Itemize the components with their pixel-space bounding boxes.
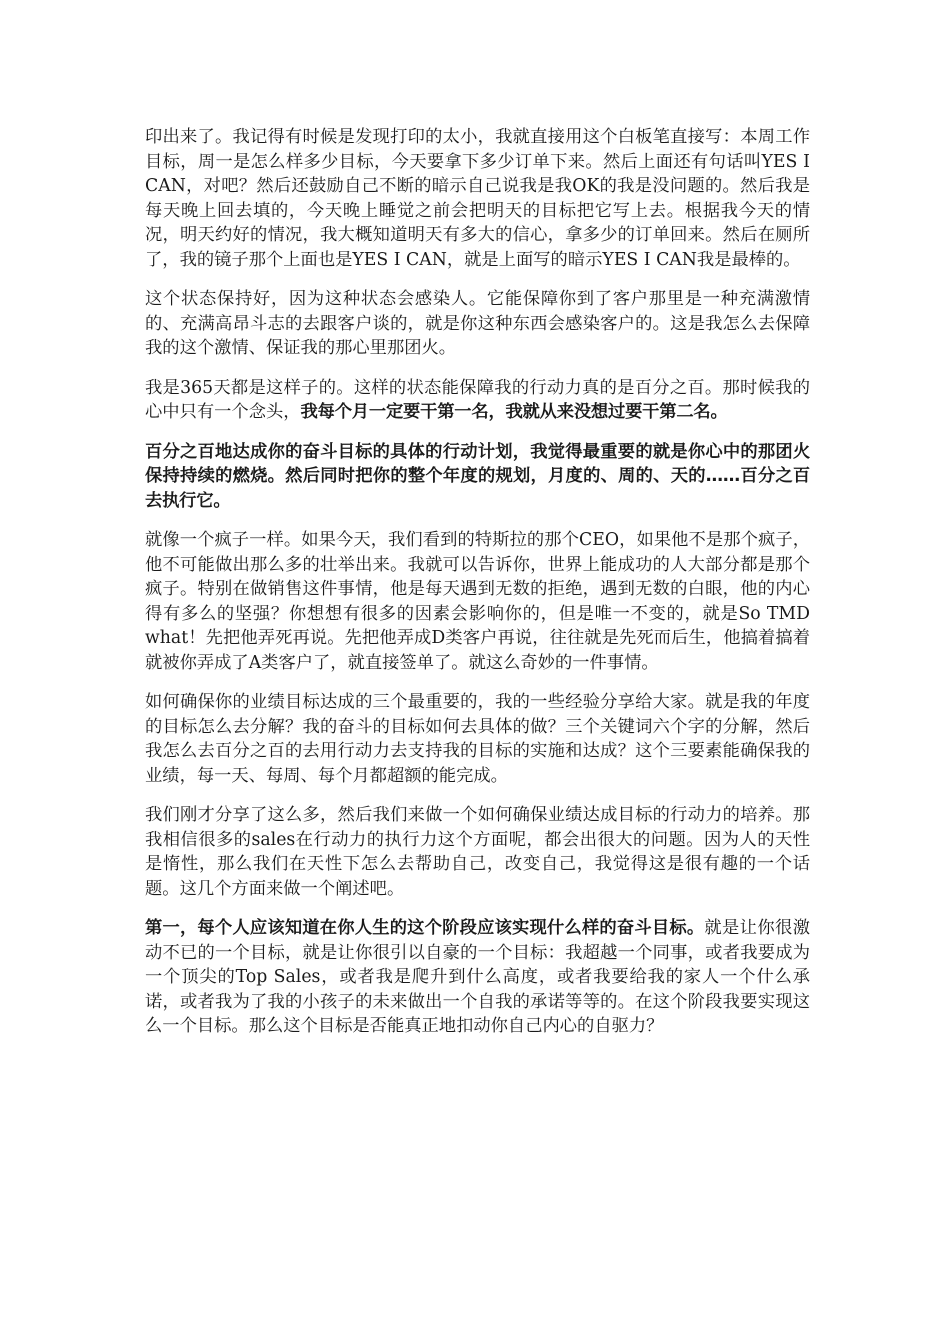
paragraph-bold-text: 我每个月一定要干第一名，我就从来没想过要干第二名。 [300,402,728,422]
paragraph-text: 就像一个疯子一样。如果今天，我们看到的特斯拉的那个CEO，如果他不是那个疯子，他不可能做出那么多的壮举出来。我就可以告诉你，世界上能成功的人大部分都是那个疯子。特别在做销售这件事情，他是每天遇到无数的拒绝，遇到无数的白眼，他的内心得有多么的坚强？你想想有很多的因素会影响你的，但是唯一不变的，就是So TMD what！先把他弄死再说。先把他弄成D类客户再说，往往就是先死而后生，他搞着搞着就被你弄成了A类客户了，就直接签单了。就这么奇妙的一件事情。 [145,530,810,673]
paragraph [145,125,810,272]
paragraph-bold-text: 第一，每个人应该知道在你人生的这个阶段应该实现什么样的奋斗目标。 [145,918,705,938]
paragraph-text: 我们刚才分享了这么多，然后我们来做一个如何确保业绩达成目标的行动力的培养。那我相信很多的sales在行动力的执行力这个方面呢，都会出很大的问题。因为人的天性是惰性，那么我们在天性下怎么去帮助自己，改变自己，我觉得这是很有趣的一个话题。这几个方面来做一个阐述吧。 [145,805,810,899]
paragraph-bold-text: 百分之百地达成你的奋斗目标的具体的行动计划，我觉得最重要的就是你心中的那团火保持持续的燃烧。然后同时把你的整个年度的规划，月度的、周的、天的……百分之百去执行它。 [145,441,810,511]
paragraph [145,528,810,675]
document-body [145,125,810,1054]
paragraph [145,440,810,514]
paragraph-text: 我是365天都是这样子的。这样的状态能保障我的行动力真的是百分之百。那时候我的心中只有一个念头， [145,377,810,422]
paragraph-text: 就是让你很激动不已的一个目标，就是让你很引以自豪的一个目标：我超越一个同事，或者我要成为一个顶尖的Top Sales，或者我是爬升到什么高度，或者我要给我的家人一个什么承诺，或者我为了我的小孩子的未来做出一个自我的承诺等等的。在这个阶段我要实现这么一个目标。那么这个目标是否能真正地扣动你自己内心的自驱力？ [145,918,810,1036]
paragraph-text: 如何确保你的业绩目标达成的三个最重要的，我的一些经验分享给大家。就是我的年度的目标怎么去分解？我的奋斗的目标如何去具体的做？三个关键词六个字的分解，然后我怎么去百分之百的去用行动力去支持我的目标的实施和达成？这个三要素能确保我的业绩，每一天、每周、每个月都超额的能完成。 [145,692,810,786]
paragraph-text: 这个状态保持好，因为这种状态会感染人。它能保障你到了客户那里是一种充满激情的、充满高昂斗志的去跟客户谈的，就是你这种东西会感染客户的。这是我怎么去保障我的这个激情、保证我的那心里那团火。 [145,289,810,358]
paragraph [145,376,810,425]
paragraph [145,690,810,788]
paragraph-text: 印出来了。我记得有时候是发现打印的太小，我就直接用这个白板笔直接写：本周工作目标，周一是怎么样多少目标，今天要拿下多少订单下来。然后上面还有句话叫YES I CAN，对吧？然后还鼓励自己不断的暗示自己说我是我OK的我是没问题的。然后我是每天晚上回去填的，今天晚上睡觉之前会把明天的目标把它写上去。根据我今天的情况，明天约好的情况，我大概知道明天有多大的信心，拿多少的订单回来。然后在厕所了，我的镜子那个上面也是YES I CAN，就是上面写的暗示YES I CAN我是最棒的。 [145,127,810,270]
paragraph [145,916,810,1039]
paragraph [145,803,810,901]
paragraph [145,287,810,361]
